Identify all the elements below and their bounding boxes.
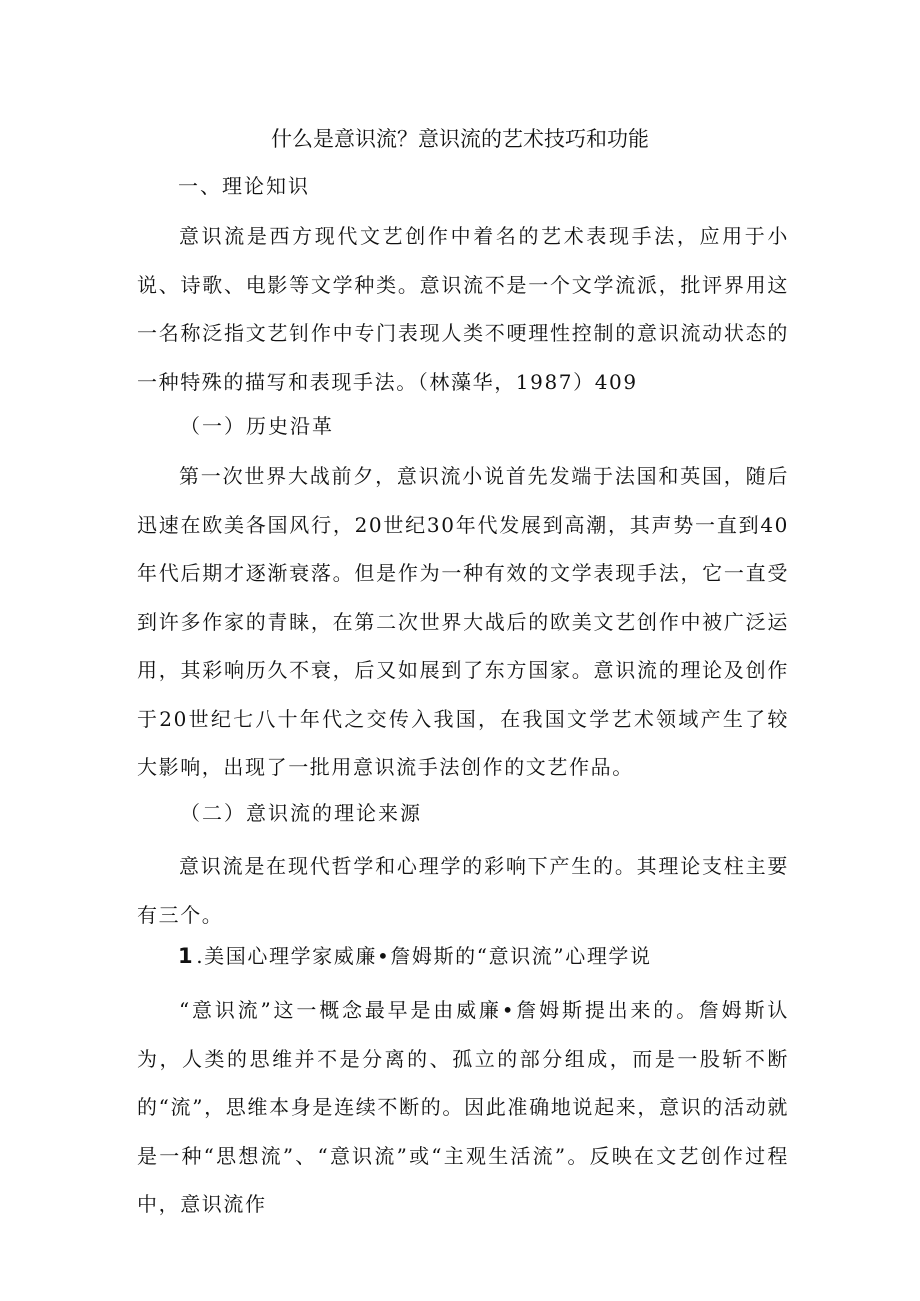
point-heading-james: [178, 940, 652, 972]
point-number: 1: [178, 944, 195, 968]
subsection-heading-sources: （二）意识流的理论来源: [180, 801, 422, 825]
subsection-heading-history: （一）历史沿革: [180, 414, 334, 438]
paragraph-definition: 意识流是西方现代文艺创作中着名的艺术表现手法，应用于小说、诗歌、电影等文学种类。意识流不是一个文学流派，批评界用这一名称泛指文艺钊作中专门表现人类不哽理性控制的意识流动状态的一种特殊的描写和表现手法。（林藻华，1987）409: [137, 224, 789, 394]
paragraph-james: “意识流”这一概念最早是由威廉•詹姆斯提出来的。詹姆斯认为，人类的思维并不是分离的、孤立的部分组成，而是一股斩不断的“流”，思维本身是连续不断的。因此准确地说起来，意识的活动就是一种“思想流”、“意识流”或“主观生活流”。反映在文艺创作过程中，意识流作: [137, 998, 789, 1216]
page-title: 什么是意识流？意识流的艺术技巧和功能: [271, 127, 649, 151]
paragraph-history: 第一次世界大战前夕，意识流小说首先发端于法国和英国，随后迅速在欧美各国风行，20世纪30年代发展到高潮，其声势一直到40年代后期才逐渐衰落。但是作为一种有效的文学表现手法，它一直受到许多作家的青睐，在第二次世界大战后的欧美文艺创作中被广泛运用，其彩响历久不衰，后又如展到了东方国家。意识流的理论及创作于20世纪七八十年代之交传入我国，在我国文学艺术领域产生了较大影响，出现了一批用意识流手法创作的文艺作品。: [137, 464, 789, 779]
paragraph-sources: 意识流是在现代哲学和心理学的彩响下产生的。其理论支柱主要有三个。: [137, 854, 789, 927]
point-heading-text: .美国心理学家威廉•詹姆斯的“意识流”心理学说: [196, 944, 652, 968]
section-heading-theory: 一、理论知识: [178, 174, 310, 198]
